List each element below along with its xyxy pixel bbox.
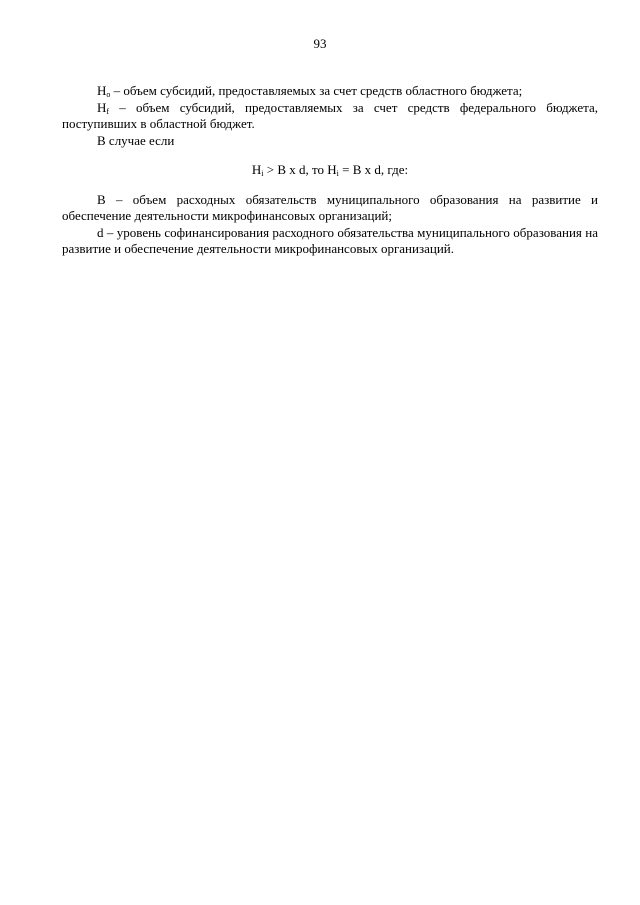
paragraph-hf-definition	[62, 100, 598, 133]
paragraph-b-definition: B – объем расходных обязательств муниципального образования на развитие и обеспечение деятельности микрофинансовых организаций;	[62, 191, 598, 223]
paragraph-ho-definition	[62, 83, 598, 100]
subscript: f	[106, 106, 110, 116]
page-number: 93	[313, 36, 327, 51]
paragraph-d-definition: d – уровень софинансирования расходного обязательства муниципального образования на развитие и обеспечение деятельности микрофинансовых организаций.	[62, 224, 598, 256]
formula-subscript: i	[336, 169, 339, 178]
formula-text: = B x d, где:	[338, 162, 409, 177]
formula-subscript: i	[261, 169, 264, 178]
formula-symbol: Н	[327, 162, 337, 177]
symbol: Н	[97, 83, 107, 98]
paragraph-text: – объем субсидий, предоставляемых за счет средств областного бюджета;	[110, 83, 523, 98]
paragraph-text: – объем субсидий, предоставляемых за счет средств федерального бюджета, поступивших в областной бюджет.	[62, 99, 598, 131]
subscript: о	[106, 90, 111, 99]
symbol: Н	[97, 99, 107, 115]
paragraph-condition: В случае если	[97, 132, 175, 148]
formula-text: > B x d, то	[263, 162, 328, 177]
formula-symbol: Н	[251, 162, 262, 177]
formula	[62, 162, 598, 179]
document-body	[62, 83, 598, 258]
